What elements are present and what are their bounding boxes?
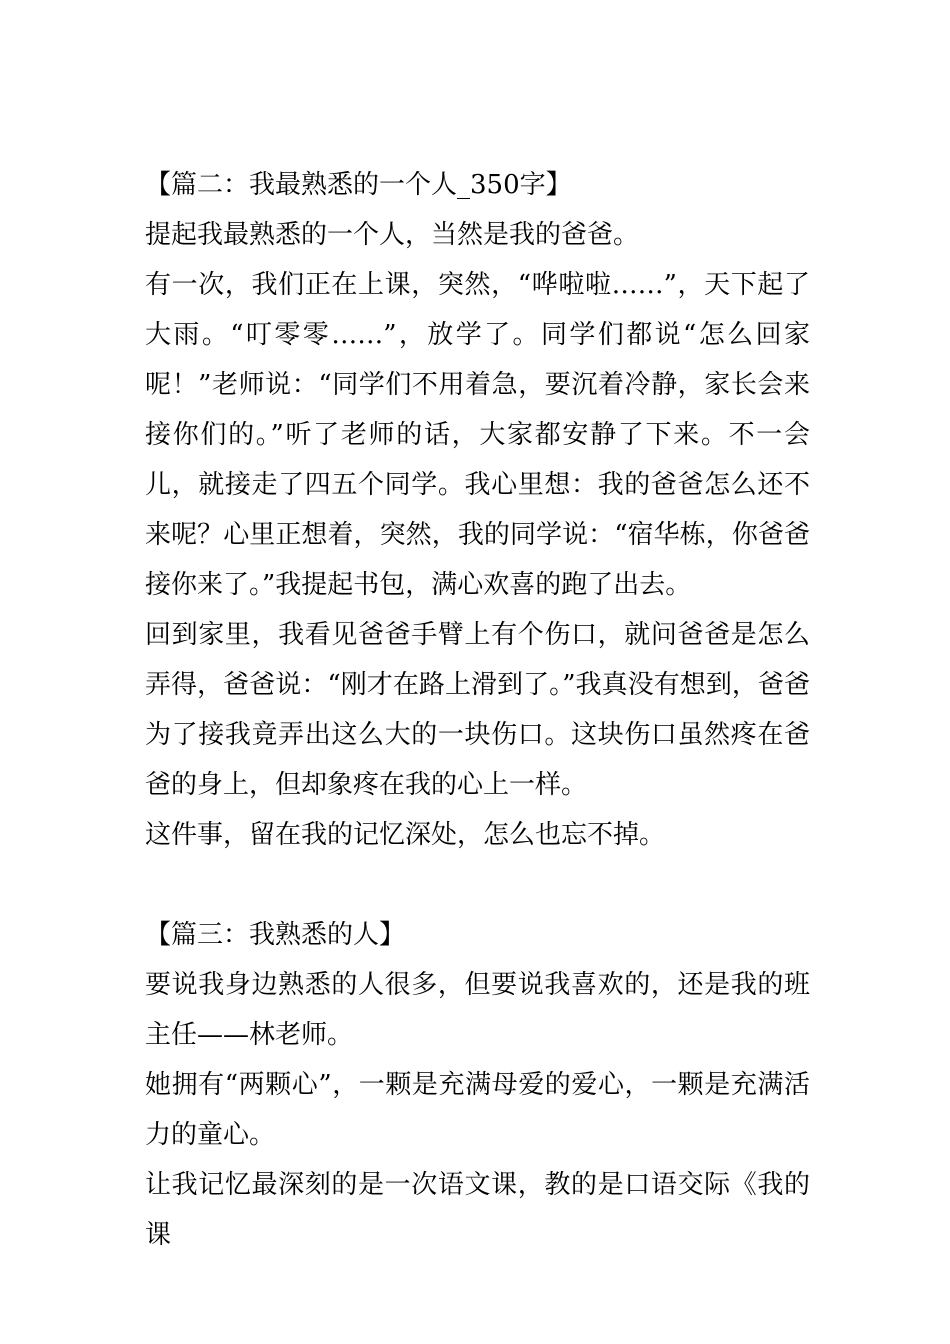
paragraph: 有一次，我们正在上课，突然，“哗啦啦……”，天下起了大雨。“叮零零……”，放学了。同学们都说“怎么回家呢！”老师说：“同学们不用着急，要沉着冷静，家长会来接你们的。”听了老师的话，大家都安静了下来。不一会儿，就接走了四五个同学。我心里想：我的爸爸怎么还不来呢？心里正想着，突然，我的同学说：“宿华栋，你爸爸接你来了。”我提起书包，满心欢喜的跑了出去。 <box>145 270 810 600</box>
document-body <box>145 160 810 1260</box>
paragraph: 回到家里，我看见爸爸手臂上有个伤口，就问爸爸是怎么弄得，爸爸说：“刚才在路上滑到了。”我真没有想到，爸爸为了接我竟弄出这么大的一块伤口。这块伤口虽然疼在爸爸的身上，但却象疼在我的心上一样。 <box>145 620 810 800</box>
section-spacer <box>145 860 810 910</box>
section-title: 【篇三：我熟悉的人】 <box>145 920 406 950</box>
paragraph: 提起我最熟悉的一个人，当然是我的爸爸。 <box>145 220 640 250</box>
paragraph: 这件事，留在我的记忆深处，怎么也忘不掉。 <box>145 820 666 850</box>
paragraph: 要说我身边熟悉的人很多，但要说我喜欢的，还是我的班主任——林老师。 <box>145 970 810 1050</box>
paragraph: 她拥有“两颗心”，一颗是充满母爱的爱心，一颗是充满活力的童心。 <box>145 1070 810 1150</box>
paragraph: 让我记忆最深刻的是一次语文课，教的是口语交际《我的课 <box>145 1170 810 1250</box>
section-title: 【篇二：我最熟悉的一个人_350字】 <box>145 170 572 200</box>
